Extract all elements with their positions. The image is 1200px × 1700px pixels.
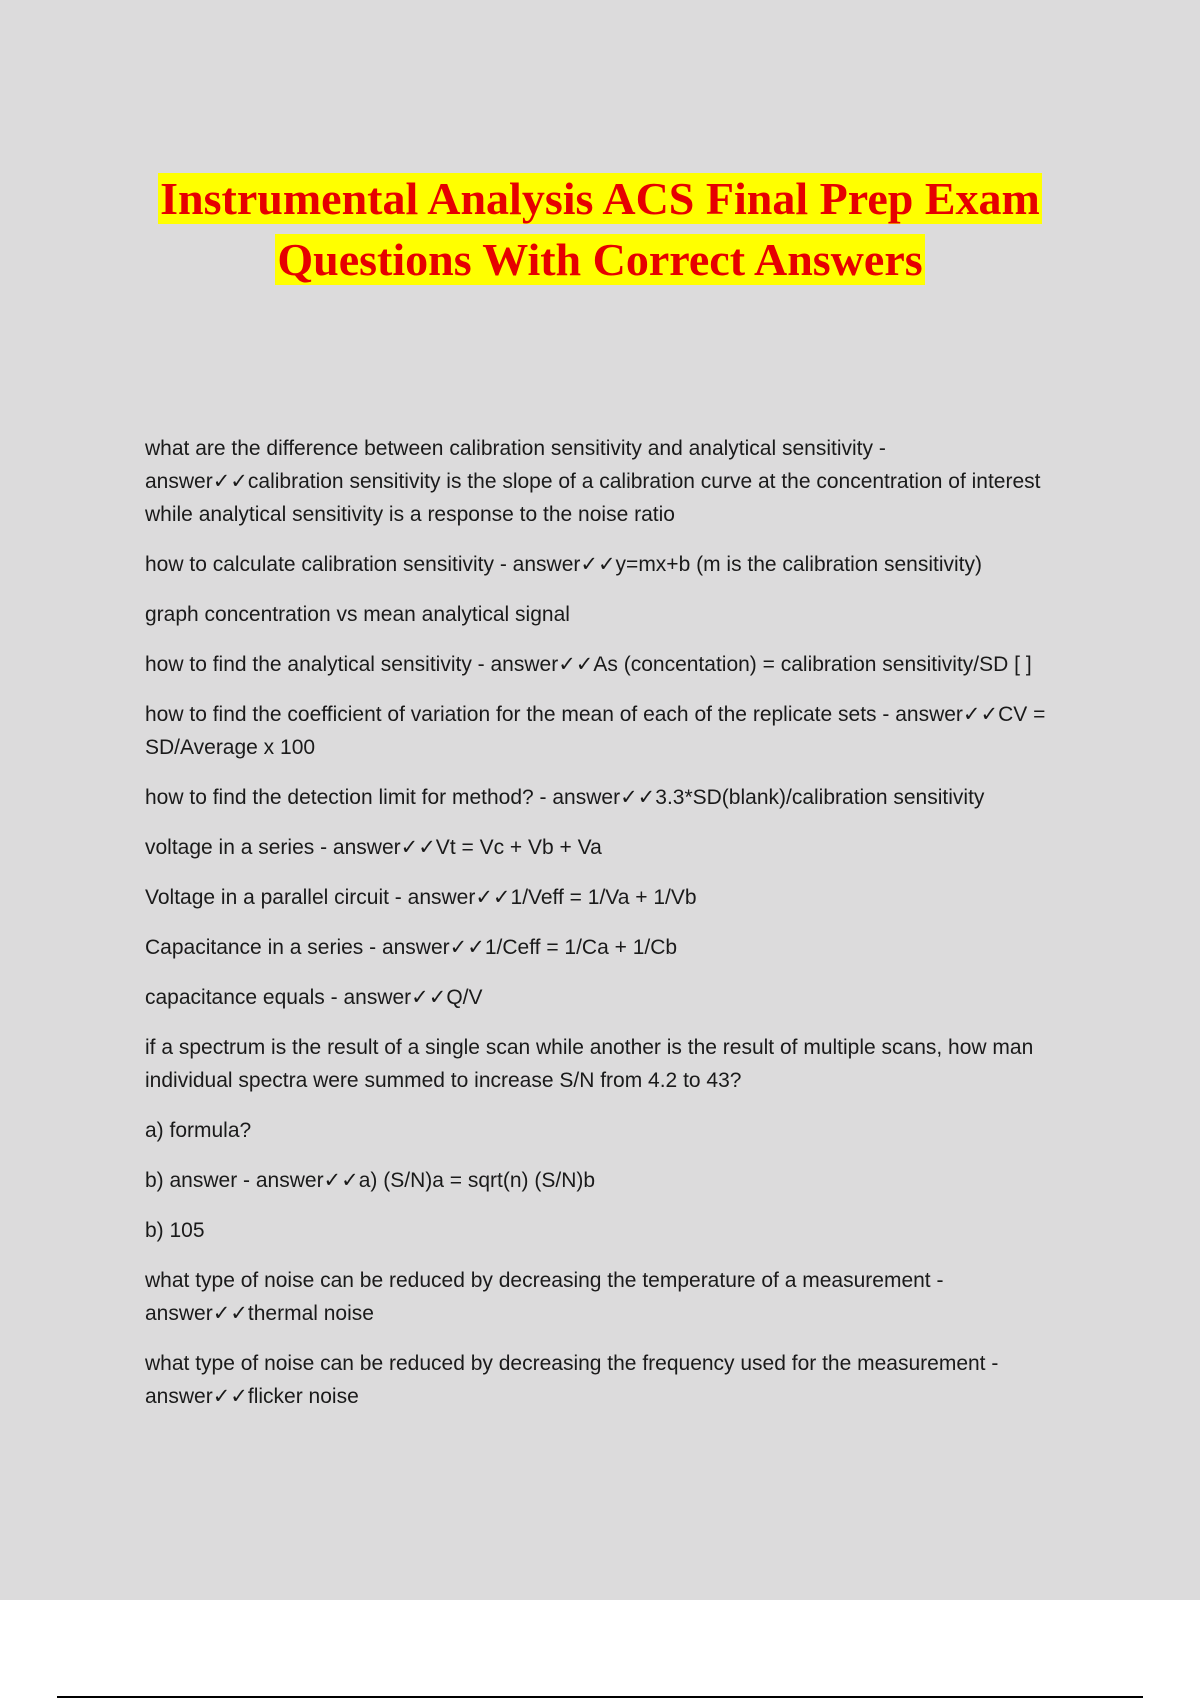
qa-paragraph: b) answer - answer✓✓a) (S/N)a = sqrt(n) (S/N)b	[145, 1169, 596, 1192]
qa-paragraph: capacitance equals - answer✓✓Q/V	[145, 986, 483, 1009]
qa-paragraph: what type of noise can be reduced by decreasing the temperature of a measurement - answer✓✓thermal noise	[145, 1269, 944, 1325]
qa-paragraph: Voltage in a parallel circuit - answer✓✓1/Veff = 1/Va + 1/Vb	[145, 886, 697, 909]
qa-paragraph: what type of noise can be reduced by decreasing the frequency used for the measurement - answer✓✓flicker noise	[145, 1352, 999, 1408]
qa-paragraph: graph concentration vs mean analytical signal	[145, 603, 570, 626]
qa-list	[145, 432, 1090, 1430]
qa-paragraph: Capacitance in a series - answer✓✓1/Ceff = 1/Ca + 1/Cb	[145, 936, 678, 959]
footer-divider	[57, 1696, 1143, 1698]
qa-paragraph: how to find the detection limit for method? - answer✓✓3.3*SD(blank)/calibration sensitivity	[145, 786, 985, 809]
qa-paragraph: how to find the coefficient of variation for the mean of each of the replicate sets - answer✓✓CV = SD/Average x 100	[145, 703, 1046, 759]
qa-paragraph: a) formula?	[145, 1119, 252, 1142]
qa-paragraph: how to calculate calibration sensitivity - answer✓✓y=mx+b (m is the calibration sensitivity)	[145, 553, 983, 576]
qa-paragraph: if a spectrum is the result of a single scan while another is the result of multiple scans, how man individual spectra were summed to increase S/N from 4.2 to 43?	[145, 1036, 1034, 1092]
qa-paragraph: voltage in a series - answer✓✓Vt = Vc + Vb + Va	[145, 836, 602, 859]
title-line-1: Instrumental Analysis ACS Final Prep Exam	[160, 173, 1040, 224]
title-line-2: Questions With Correct Answers	[277, 234, 923, 285]
qa-paragraph: how to find the analytical sensitivity - answer✓✓As (concentation) = calibration sensitivity/SD [ ]	[145, 653, 1032, 676]
document-title	[0, 168, 1200, 290]
qa-paragraph: b) 105	[145, 1219, 205, 1242]
qa-paragraph: what are the difference between calibration sensitivity and analytical sensitivity - answer✓✓calibration sensitivity is the slope of a calibration curve at the concentration of interest while analytical sensitivity is a response to the noise ratio	[145, 437, 1041, 526]
